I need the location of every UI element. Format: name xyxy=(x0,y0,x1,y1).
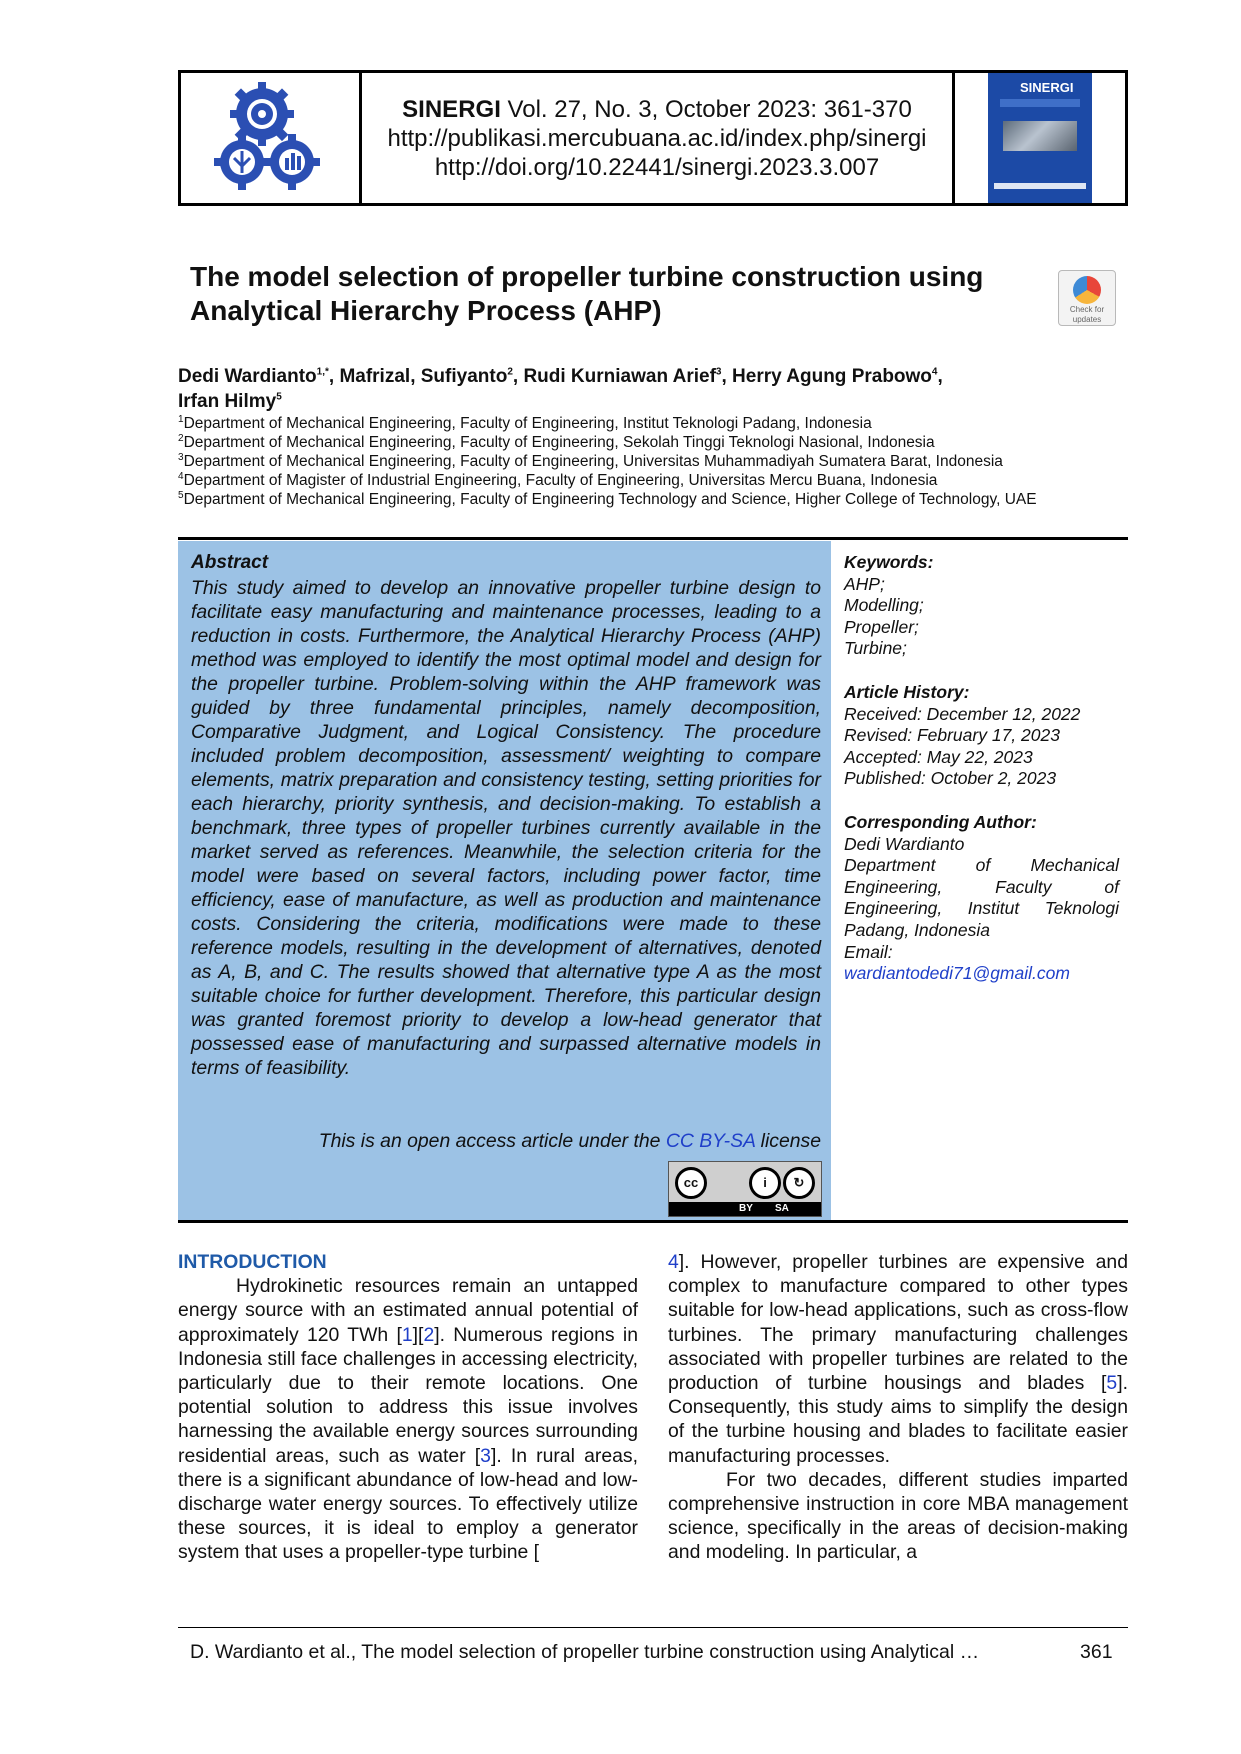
author-affiliation-marker: 4 xyxy=(931,366,938,378)
journal-doi[interactable]: http://doi.org/10.22441/sinergi.2023.3.007 xyxy=(434,153,880,181)
keyword-item: Turbine; xyxy=(844,638,907,659)
journal-citation xyxy=(362,73,955,203)
author-name: Herry Agung Prabowo xyxy=(732,366,932,387)
corresponding-heading: Corresponding Author: xyxy=(844,811,1037,832)
check-badge-line1: Check for xyxy=(1069,305,1105,314)
cc-sa-label: SA xyxy=(775,1203,789,1214)
author-affiliation-marker: 2 xyxy=(507,366,513,378)
corresponding-dept-line4: Padang, Indonesia xyxy=(844,919,990,940)
keyword-item: AHP; xyxy=(844,573,885,594)
affiliation-list xyxy=(178,414,1138,509)
journal-logo xyxy=(181,73,362,203)
keyword-item: Modelling; xyxy=(844,595,924,616)
footer-rule xyxy=(178,1627,1128,1628)
author-list: Dedi Wardianto$^{1,*}$, Mafrizal, Sufiyanto$^2$, Rudi Kurniawan Arief$^3$, Herry Agung Prabowo$^4$, Irfan Hilmy$^5$ xyxy=(178,366,943,412)
article-info-sidebar xyxy=(844,552,1119,985)
open-access-statement xyxy=(191,1130,821,1153)
ref-link-4[interactable]: 4 xyxy=(668,1251,679,1273)
abstract-top-rule xyxy=(178,537,1128,540)
affiliation-item: $^3$Department of Mechanical Engineering, Faculty of Engineering, Universitas Muhammadiyah Sumatera Barat, Indonesia xyxy=(178,451,1003,470)
cc-by-label: BY xyxy=(739,1203,753,1214)
body-column-right xyxy=(668,1250,1128,1565)
check-for-updates-badge[interactable] xyxy=(1058,270,1116,326)
cc-by-sa-link[interactable]: CC BY-SA xyxy=(665,1130,756,1152)
journal-url[interactable]: http://publikasi.mercubuana.ac.id/index.php/sinergi xyxy=(387,124,927,152)
author-name: Mafrizal xyxy=(339,366,411,387)
corresponding-dept-line1: Department of Mechanical xyxy=(844,855,1119,876)
ref-link-5[interactable]: 5 xyxy=(1106,1372,1118,1395)
corresponding-name: Dedi Wardianto xyxy=(844,833,965,854)
journal-name-line xyxy=(402,95,912,124)
corresponding-email-link[interactable]: wardiantodedi71@gmail.com xyxy=(844,963,1070,984)
keyword-item: Propeller; xyxy=(844,616,919,637)
cover-photo xyxy=(1003,121,1077,151)
email-label: Email: xyxy=(844,941,893,962)
intro-paragraph-1b: 4]. However, propeller turbines are expensive and complex to manufacture compared to other types suitable for low-head applications, such as cross-flow turbines. The primary manufacturing challenges associated with propeller turbines are related to the production of turbine housings and blades [5]. Consequently, this study aims to simplify the design of the turbine housing and blades to facilitate easier manufacturing processes. xyxy=(668,1251,1128,1467)
intro-paragraph-1a: Hydrokinetic resources remain an untapped energy source with an estimated annual potential of approximately 120 TWh [1][2]. Numerous regions in Indonesia still face challenges in accessing electricity, particularly due to their remote locations. One potential solution to address this issue involves harnessing the available energy sources surrounding residential areas, such as water [3]. In rural areas, there is a significant abundance of low-head and low-discharge water energy sources. To effectively utilize these sources, it is ideal to employ a generator system that uses a propeller-type turbine [ xyxy=(178,1275,638,1564)
ref-link-2[interactable]: 2 xyxy=(423,1323,435,1346)
ref-link-1[interactable]: 1 xyxy=(401,1323,413,1346)
attribution-icon: i xyxy=(749,1167,781,1199)
author-name: Irfan Hilmy xyxy=(178,391,277,412)
affiliation-item: $^2$Department of Mechanical Engineering, Faculty of Engineering, Sekolah Tinggi Teknologi Nasional, Indonesia xyxy=(178,432,935,451)
journal-header xyxy=(178,70,1128,206)
keyword-list xyxy=(844,574,1119,660)
intro-paragraph-2: For two decades, different studies imparted comprehensive instruction in core MBA management science, specifically in the areas of decision-making and modeling. In particular, a xyxy=(668,1468,1128,1564)
author-affiliation-marker: 3 xyxy=(715,366,722,378)
gears-logo-icon xyxy=(210,78,330,198)
cc-icon: cc xyxy=(675,1167,707,1199)
journal-issue: Vol. 27, No. 3, October 2023: 361-370 xyxy=(507,95,912,123)
journal-name: SINERGI xyxy=(402,95,501,123)
journal-cover xyxy=(955,73,1125,203)
introduction-heading: INTRODUCTION xyxy=(178,1251,327,1273)
check-badge-line2: updates xyxy=(1072,315,1102,324)
affiliation-item: $^5$Department of Mechanical Engineering, Faculty of Engineering Technology and Science, Higher College of Technology, UAE xyxy=(178,489,1037,508)
abstract-text: This study aimed to develop an innovative propeller turbine design to facilitate easy manufacturing and maintenance processes, leading to a reduction in costs. Furthermore, the Analytical Hierarchy Process (AHP) method was employed to identify the most optimal model and design for the propeller turbine. Problem-solving within the AHP framework was guided by three fundamental principles, namely decomposition, Comparative Judgment, and Logical Consistency. The procedure included problem decomposition, assessment/ weighting to compare elements, matrix preparation and consistency testing, setting priorities for each hierarchy, priority synthesis, and decision-making. To establish a benchmark, three types of propeller turbines currently available in the market served as references. Meanwhile, the selection criteria for the model were based on several factors, including power factor, time efficiency, ease of manufacture, as well as production and maintenance costs. Considering the criteria, modifications were made to these reference models, resulting in the development of alternatives, denoted as A, B, and C. The results showed that alternative type A as the most suitable choice for further development. Therefore, this particular design was granted foremost priority to develop a low-head generator that possessed ease of manufacturing and surpassed alternative models in terms of feasibility. xyxy=(191,577,821,1079)
author-name: Sufiyanto xyxy=(420,366,508,387)
author-affiliation-marker: 5 xyxy=(276,391,282,403)
corresponding-dept-line2: Engineering, Faculty of xyxy=(844,876,1119,897)
history-revised: Revised: February 17, 2023 xyxy=(844,725,1060,746)
share-alike-icon: ↻ xyxy=(783,1167,815,1199)
abstract-bottom-rule xyxy=(178,1220,1128,1223)
affiliation-item: $^4$Department of Magister of Industrial Engineering, Faculty of Engineering, Universitas Mercu Buana, Indonesia xyxy=(178,470,938,489)
author-affiliation-marker: 1,* xyxy=(316,366,329,378)
check-for-updates-icon xyxy=(1073,276,1101,304)
article-title: The model selection of propeller turbine construction using Analytical Hierarchy Process (AHP) xyxy=(190,261,984,326)
oa-prefix: This is an open access article under the xyxy=(318,1130,666,1152)
cover-title: SINERGI xyxy=(1020,80,1074,95)
author-name: Dedi Wardianto xyxy=(178,366,317,387)
author-name: Rudi Kurniawan Arief xyxy=(523,366,716,387)
history-received: Received: December 12, 2022 xyxy=(844,703,1081,724)
affiliation-item: $^1$Department of Mechanical Engineering, Faculty of Engineering, Institut Teknologi Padang, Indonesia xyxy=(178,413,872,432)
cc-by-sa-badge[interactable] xyxy=(668,1161,822,1217)
body-column-left xyxy=(178,1250,638,1565)
ref-link-3[interactable]: 3 xyxy=(480,1444,491,1467)
history-accepted: Accepted: May 22, 2023 xyxy=(844,746,1033,767)
page-number: 361 xyxy=(1080,1641,1113,1663)
corresponding-dept-line3: Engineering, Institut Teknologi xyxy=(844,898,1119,919)
keywords-heading: Keywords: xyxy=(844,552,934,572)
history-published: Published: October 2, 2023 xyxy=(844,768,1057,789)
running-footer: D. Wardianto et al., The model selection of propeller turbine construction using Analytical … xyxy=(190,1641,980,1663)
cover-subtitle-strip xyxy=(1000,99,1080,107)
oa-suffix: license xyxy=(755,1130,821,1152)
cover-footer-strip xyxy=(994,183,1086,189)
abstract-heading: Abstract xyxy=(191,552,269,573)
cover-image xyxy=(988,73,1092,203)
history-heading: Article History: xyxy=(844,681,970,702)
